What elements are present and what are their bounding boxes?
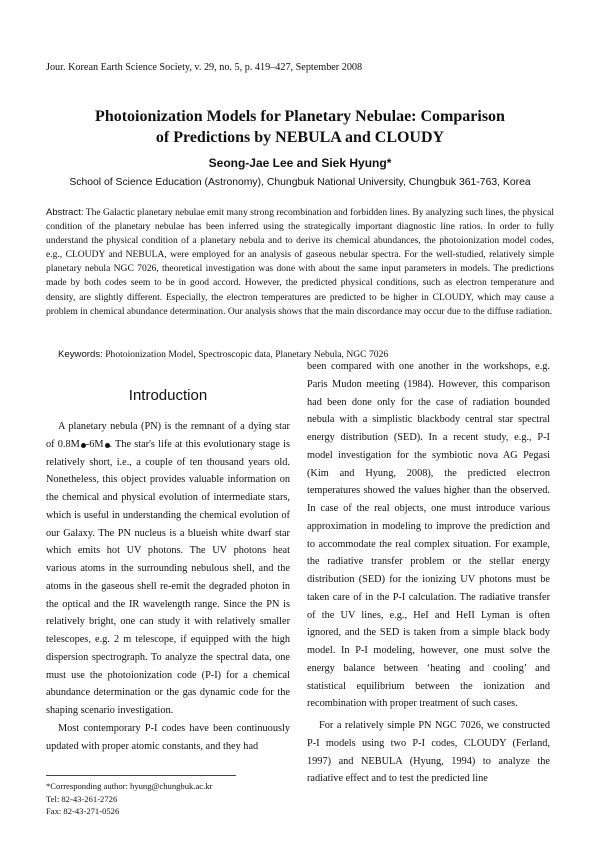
footnote xyxy=(46,780,212,818)
abstract-text: The Galactic planetary nebulae emit many strong recombination and forbidden lines. By analyzing such lines, the physical condition of the planetary nebulae has been inferred using the strategically important diagnostic line ratios. In order to fully understand the physical condition of a planetary nebula and to derive its chemical abundances, the photoionization model codes, e.g., CLOUDY and NEBULA, were employed for an analysis of gaseous nebular spectra. For the well-studied, relatively simple planetary nebula NGC 7026, theoretical investigation was done with about the same input parameters in models. The predictions made by both codes seem to be in good accord. However, the predicted physical conditions, such as electron temperature and density, are slightly different. Especially, the electron temperatures are predicted to be higher in CLOUDY, which may cause a problem in chemical abundance determination. Our analysis shows that the main discordance may occur due to the diffuse radiation. xyxy=(46,207,555,317)
journal-citation: Jour. Korean Earth Science Society, v. 29, no. 5, p. 419–427, September 2008 xyxy=(46,62,363,73)
right-column xyxy=(307,358,550,788)
abstract-label: Abstract: xyxy=(46,207,84,218)
title-line-1: Photoionization Models for Planetary Nebulae: Comparison xyxy=(95,108,505,125)
paragraph: For a relatively simple PN NGC 7026, we constructed P-I models using two P-I codes, CLOUDY (Ferland, 1997) and NEBULA (Hyung, 1994) to analyze the radiative effect and to test the predicted line xyxy=(307,720,550,785)
text-run: -6M xyxy=(85,438,104,450)
footnote-divider xyxy=(46,775,236,776)
paper-title xyxy=(0,106,600,148)
text-run: . The star's life at this evolutionary stage is relatively short, i.e., a couple of ten thousand years old. Nonetheless, this object provides valuable information on the chemical and physical evolution of intermediate stars, which is useful in understanding the chemical evolution of our Galaxy. The PN nucleus is a blueish white dwarf star which emits hot UV photons. The UV photons heat various atoms in the surrounding nebulous shell, and the atoms in the gaseous shell re-emit the degraded photon in the optical and the IR wavelength range. Since the PN is relatively bright, one can study it with relatively smaller telescopes, e.g. 2 m telescope, if equipped with the high dispersion spectrograph. To analyze the spectral data, one must use the photoionization code (P-I) for a chemical abundance determination or the gas dynamic code for the shaping scenario investigation. xyxy=(46,438,290,716)
title-line-2: of Predictions by NEBULA and CLOUDY xyxy=(155,129,445,146)
authors: Seong-Jae Lee and Siek Hyung* xyxy=(208,156,392,170)
keywords-label: Keywords: xyxy=(58,349,103,360)
footnote-fax: Fax: 82-43-271-0526 xyxy=(46,806,120,816)
footnote-tel: Tel: 82-43-261-2726 xyxy=(46,793,118,804)
left-column xyxy=(46,418,290,755)
section-heading-introduction: Introduction xyxy=(128,387,208,404)
paragraph xyxy=(46,418,290,720)
abstract xyxy=(46,206,554,319)
paragraph: been compared with one another in the workshops, e.g. Paris Mudon meeting (1984). However, this comparison had been done only for the case of radiation bounded nebula with a simplistic blackbody central star spectral energy distribution (SED). In a recent study, e.g., P-I model investigation for the symbiotic nova AG Pegasi (Kim and Hyung, 2008), the predicted electron temperatures showed the values higher than the observed. In case of the real objects, one must introduce various approximation in modeling to improve the prediction and to accommodate the real complex situation. For example, the radiative transfer problem or the stellar energy distribution (SED) for the ionizing UV photons must be taken care of in the P-I calculation. The radiative transfer of the UV lines, e.g., HeI and HeII Lyman is often ignored, and the SED is taken from a simple black body model. In P-I modeling, however, one must solve the energy balance between ‘heating and cooling’ and statistical equilibrium between the ionization and recombination with proper treatment of such cases. xyxy=(307,361,550,710)
text-run: A planetary nebula (PN) is the remnant of a dying star of 0.8M xyxy=(46,421,290,450)
keywords-text: Photoionization Model, Spectroscopic data, Planetary Nebula, NGC 7026 xyxy=(105,349,389,360)
affiliation: School of Science Education (Astronomy), Chungbuk National University, Chungbuk 361-763, Korea xyxy=(69,177,531,188)
paragraph: Most contemporary P-I codes have been continuously updated with proper atomic constants, and they had xyxy=(46,722,290,752)
footnote-author: *Corresponding author: hyung@chungbuk.ac.kr xyxy=(46,781,213,791)
